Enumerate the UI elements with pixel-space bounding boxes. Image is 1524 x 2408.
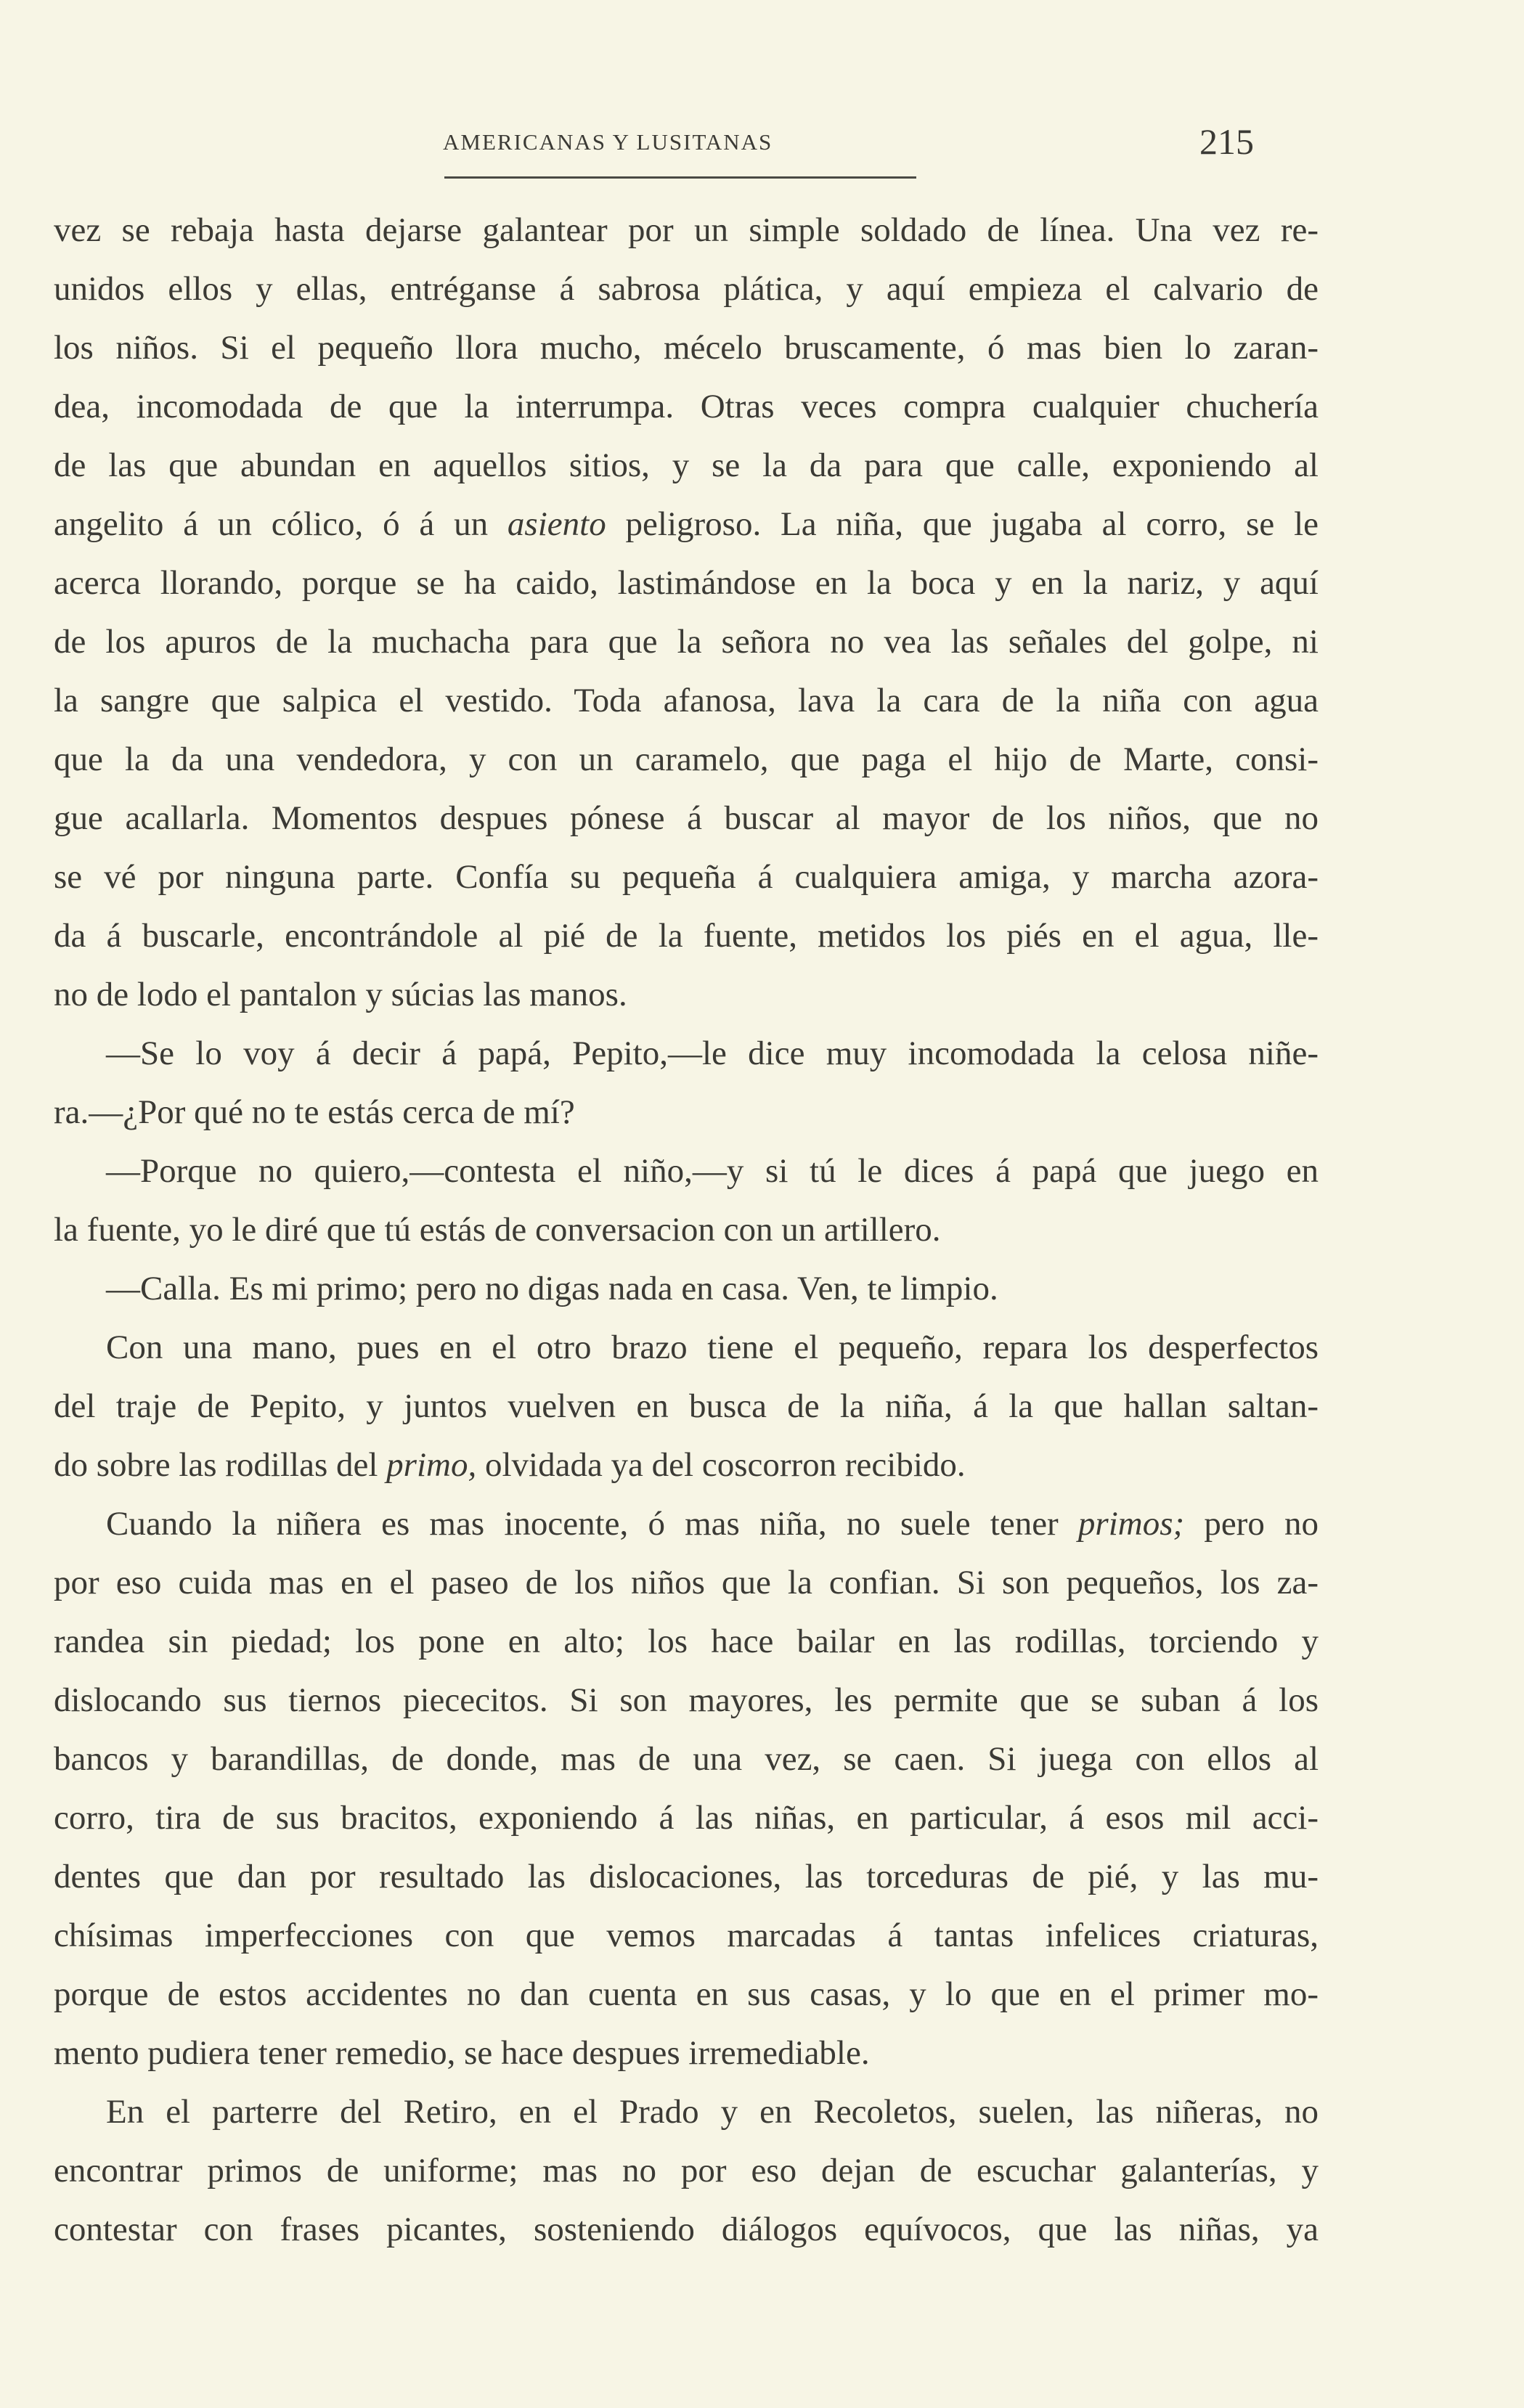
text-segment: do sobre las rodillas del (54, 1446, 387, 1484)
text-segment: chísimas imperfecciones con que vemos marcadas á tantas infelices criaturas, (54, 1917, 1319, 1954)
text-segment: que la da una vendedora, y con un caramelo, que paga el hijo de Marte, consi- (54, 740, 1319, 778)
running-head: AMERICANAS Y LUSITANAS (443, 129, 773, 155)
text-line (54, 1618, 1319, 1677)
text-segment: En el parterre del Retiro, en el Prado y en Recoletos, suelen, las niñeras, no (106, 2093, 1319, 2131)
text-segment: pero no (1184, 1505, 1319, 1543)
text-line (54, 383, 1319, 442)
text-segment: vez se rebaja hasta dejarse galantear por un simple soldado de línea. Una vez re- (54, 211, 1319, 249)
text-segment: se vé por ninguna parte. Confía su pequeña á cualquiera amiga, y marcha azora- (54, 858, 1319, 896)
text-segment: la sangre que salpica el vestido. Toda afanosa, lava la cara de la niña con agua (54, 682, 1319, 719)
text-line (54, 266, 1319, 325)
text-segment: de los apuros de la muchacha para que la señora no vea las señales del golpe, ni (54, 623, 1319, 661)
text-segment: —Calla. Es mi primo; pero no digas nada en casa. Ven, te limpio. (106, 1270, 998, 1307)
text-line (54, 1148, 1319, 1207)
text-line (54, 1207, 1319, 1265)
text-line (54, 2147, 1319, 2206)
text-segment: bancos y barandillas, de donde, mas de una vez, se caen. Si juega con ellos al (54, 1740, 1319, 1778)
text-segment: olvidada ya del coscorron recibido. (476, 1446, 966, 1484)
text-segment: Cuando la niñera es mas inocente, ó mas niña, no suele tener (106, 1505, 1078, 1543)
text-segment: ra.—¿Por qué no te estás cerca de mí? (54, 1093, 575, 1131)
text-line (54, 1383, 1319, 1442)
text-line (54, 1089, 1319, 1148)
text-line (54, 442, 1319, 501)
text-line (54, 1736, 1319, 1795)
text-line (54, 1971, 1319, 2030)
text-line (54, 619, 1319, 677)
text-line (54, 2089, 1319, 2147)
text-segment: dea, incomodada de que la interrumpa. Otras veces compra cualquier chuchería (54, 388, 1319, 425)
text-segment: la fuente, yo le diré que tú estás de conversacion con un artillero. (54, 1211, 941, 1249)
text-line (54, 1324, 1319, 1383)
text-segment: del traje de Pepito, y juntos vuelven en busca de la niña, á la que hallan saltan- (54, 1387, 1319, 1425)
text-line (54, 1030, 1319, 1089)
text-line (54, 1853, 1319, 1912)
text-line (54, 1795, 1319, 1853)
text-line (54, 1912, 1319, 1971)
text-segment: acerca llorando, porque se ha caido, lastimándose en la boca y en la nariz, y aquí (54, 564, 1319, 602)
text-line (54, 1501, 1319, 1559)
text-segment: encontrar primos de uniforme; mas no por eso dejan de escuchar galanterías, y (54, 2152, 1319, 2189)
text-segment: porque de estos accidentes no dan cuenta en sus casas, y lo que en el primer mo- (54, 1975, 1319, 2013)
text-line (54, 1442, 1319, 1501)
text-segment: da á buscarle, encontrándole al pié de la fuente, metidos los piés en el agua, lle- (54, 917, 1319, 955)
text-segment: por eso cuida mas en el paseo de los niños que la confian. Si son pequeños, los za- (54, 1564, 1319, 1601)
header-rule (444, 176, 916, 179)
text-line (54, 325, 1319, 383)
text-segment: los niños. Si el pequeño llora mucho, mécelo bruscamente, ó mas bien lo zaran- (54, 329, 1319, 367)
text-line (54, 913, 1319, 971)
text-segment: angelito á un cólico, ó á un (54, 505, 508, 543)
text-line (54, 677, 1319, 736)
text-line (54, 854, 1319, 913)
body-text (54, 207, 1319, 2265)
text-segment: no de lodo el pantalon y súcias las manos. (54, 976, 627, 1013)
text-line (54, 736, 1319, 795)
text-line (54, 207, 1319, 266)
text-segment: —Porque no quiero,—contesta el niño,—y si tú le dices á papá que juego en (106, 1152, 1319, 1190)
text-line (54, 560, 1319, 619)
text-segment: unidos ellos y ellas, entréganse á sabrosa plática, y aquí empieza el calvario de (54, 270, 1319, 308)
italic-text: asiento (507, 505, 606, 543)
text-segment: mento pudiera tener remedio, se hace despues irremediable. (54, 2034, 870, 2072)
text-segment: peligroso. La niña, que jugaba al corro, se le (606, 505, 1319, 543)
italic-text: primos; (1077, 1505, 1185, 1543)
text-line (54, 2030, 1319, 2089)
text-line (54, 1265, 1319, 1324)
text-segment: contestar con frases picantes, sosteniendo diálogos equívocos, que las niñas, ya (54, 2211, 1319, 2248)
text-segment: dislocando sus tiernos piececitos. Si son mayores, les permite que se suban á los (54, 1681, 1319, 1719)
text-segment: randea sin piedad; los pone en alto; los hace bailar en las rodillas, torciendo y (54, 1623, 1319, 1660)
page-number: 215 (1199, 121, 1254, 162)
text-line (54, 971, 1319, 1030)
text-line (54, 795, 1319, 854)
text-segment: de las que abundan en aquellos sitios, y se la da para que calle, exponiendo al (54, 446, 1319, 484)
text-line (54, 1677, 1319, 1736)
text-segment: Con una mano, pues en el otro brazo tiene el pequeño, repara los desperfectos (106, 1329, 1319, 1366)
text-segment: dentes que dan por resultado las dislocaciones, las torceduras de pié, y las mu- (54, 1858, 1319, 1895)
text-segment: gue acallarla. Momentos despues pónese á buscar al mayor de los niños, que no (54, 799, 1319, 837)
text-line (54, 501, 1319, 560)
text-line (54, 1559, 1319, 1618)
text-segment: corro, tira de sus bracitos, exponiendo á las niñas, en particular, á esos mil acci- (54, 1799, 1319, 1837)
italic-text: primo, (386, 1446, 477, 1484)
text-segment: —Se lo voy á decir á papá, Pepito,—le dice muy incomodada la celosa niñe- (106, 1034, 1319, 1072)
text-line (54, 2206, 1319, 2265)
